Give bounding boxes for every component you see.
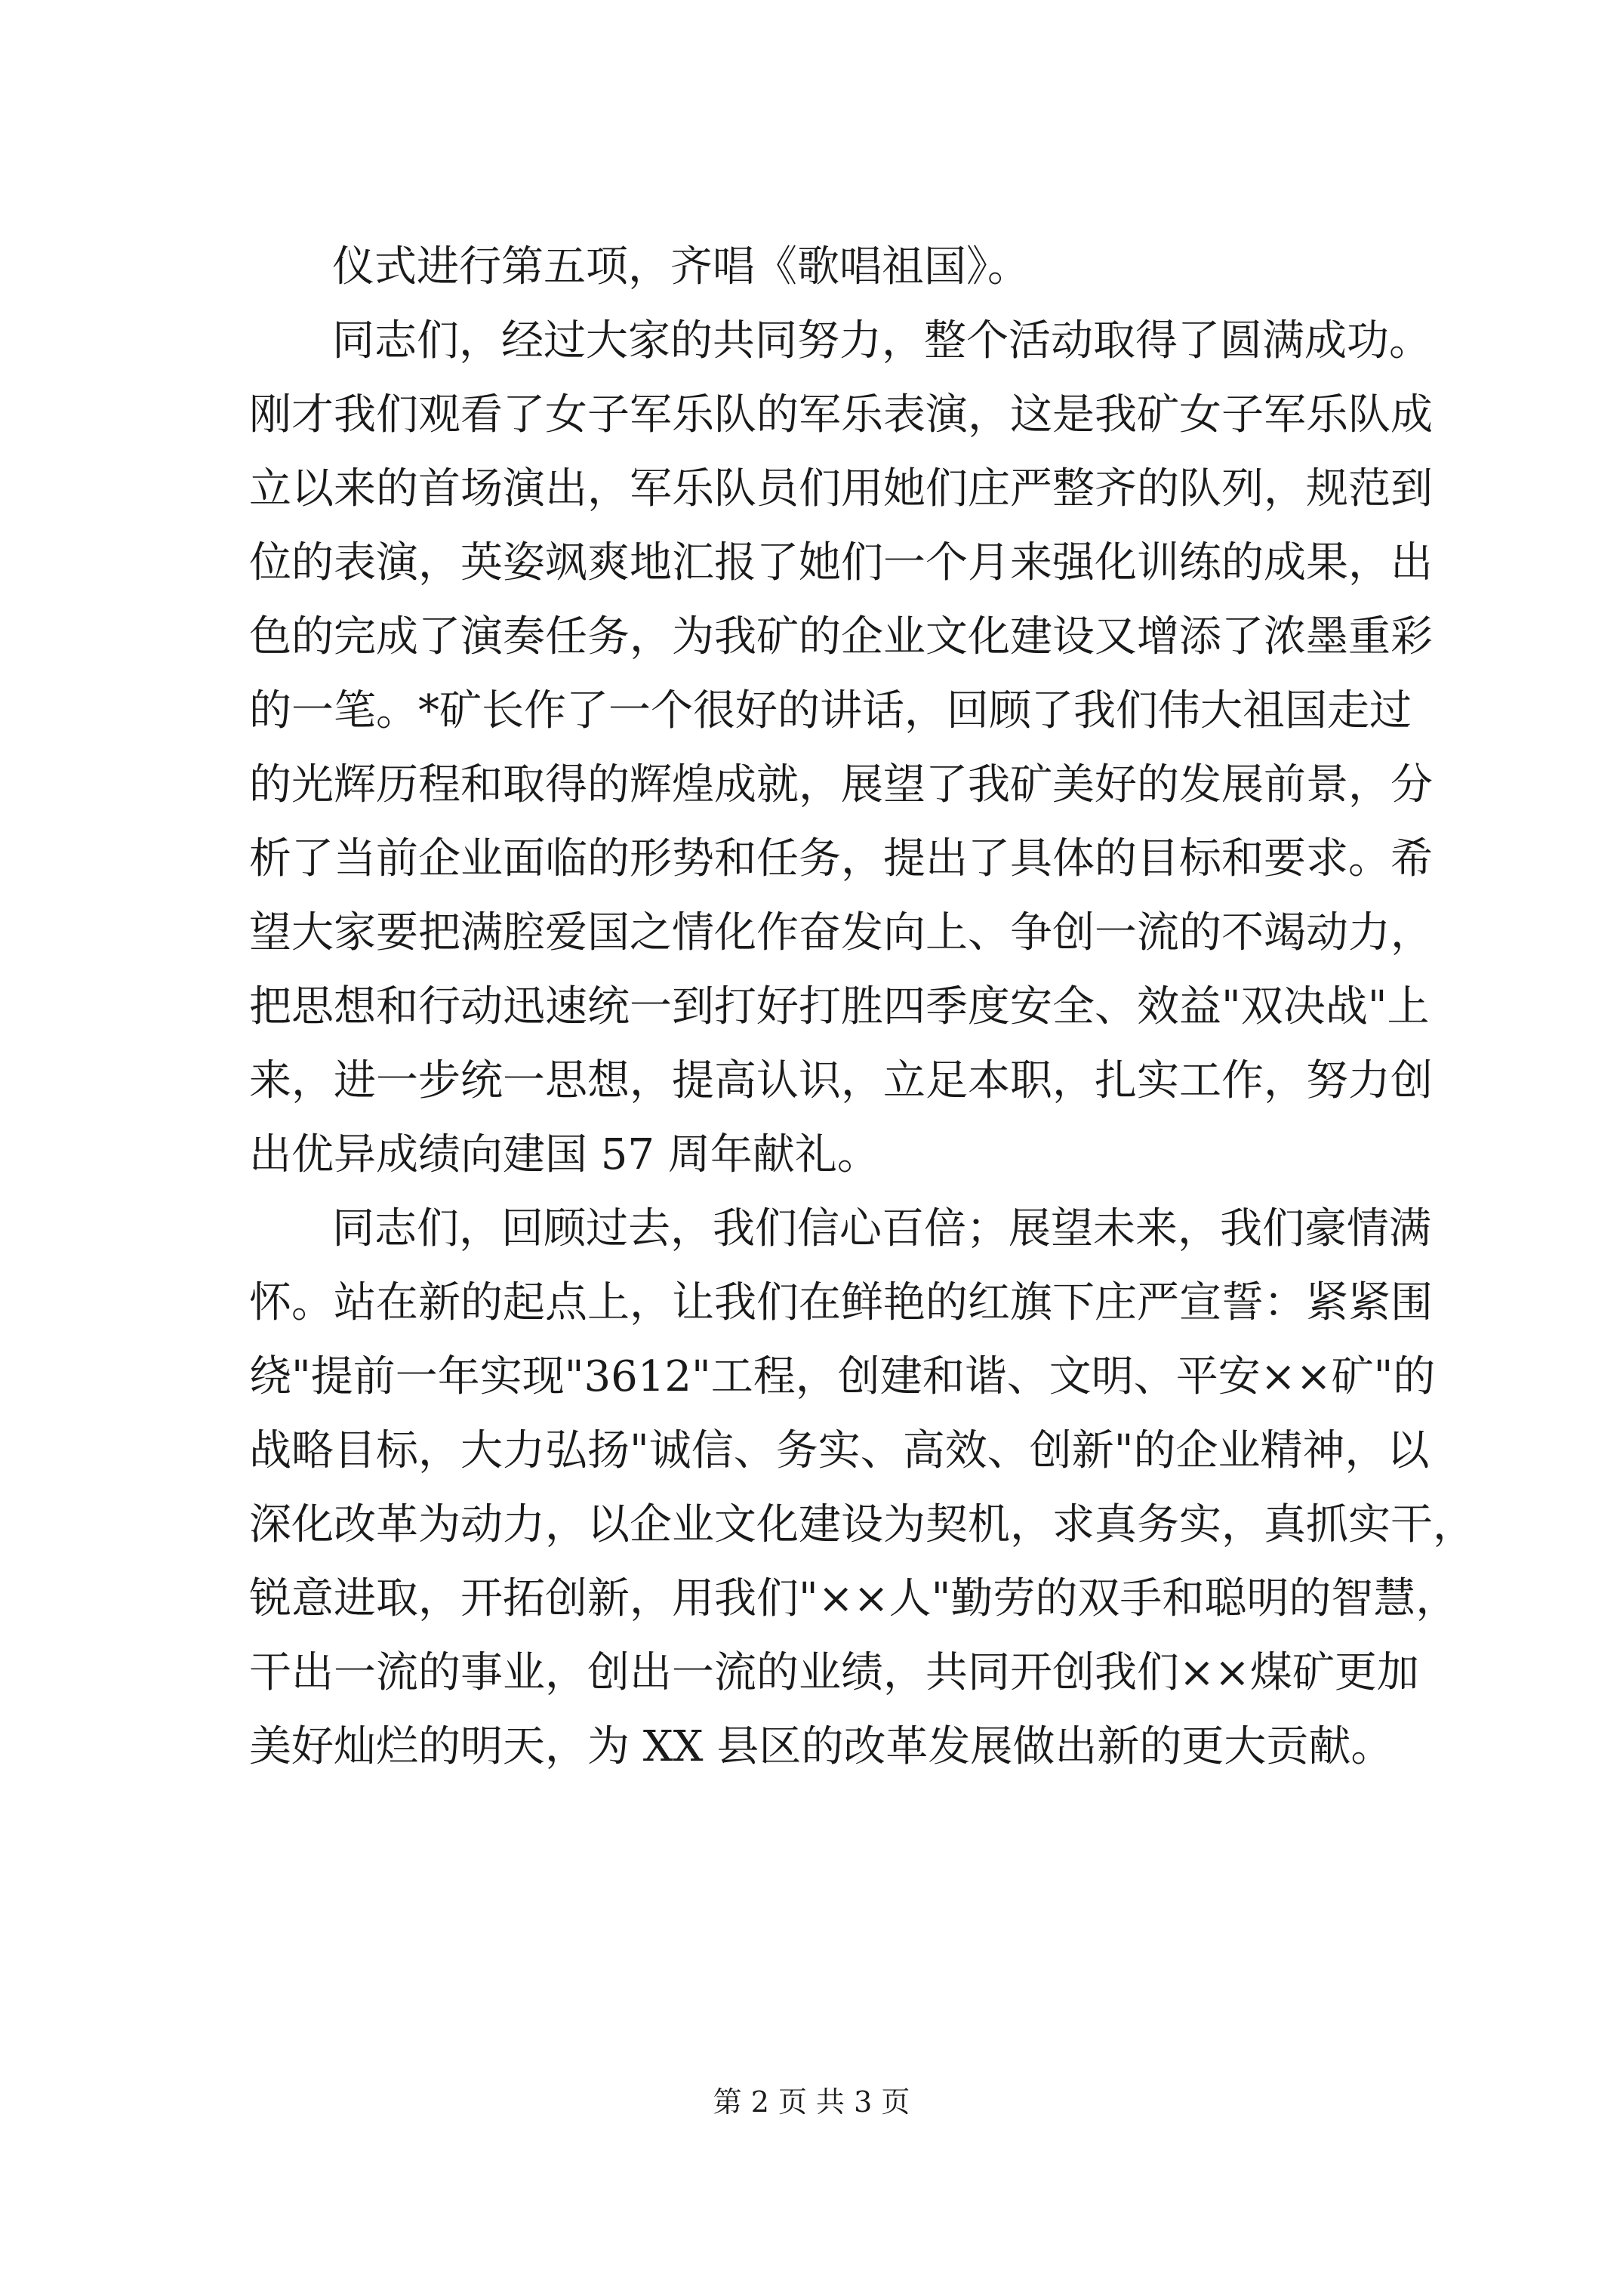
text-line: 深化改革为动力，以企业文化建设为契机，求真务实，真抓实干， <box>249 1500 1475 1549</box>
text-line: 把思想和行动迅速统一到打好打胜四季度安全、效益"双决战"上 <box>249 982 1430 1031</box>
text-line: 怀。站在新的起点上，让我们在鲜艳的红旗下庄严宣誓：紧紧围 <box>249 1278 1433 1327</box>
text-line: 同志们，回顾过去，我们信心百倍；展望未来，我们豪情满 <box>332 1204 1431 1253</box>
text-line: 析了当前企业面临的形势和任务，提出了具体的目标和要求。希 <box>249 834 1433 883</box>
paragraph-1 <box>249 230 1381 304</box>
document-body <box>249 230 1475 1784</box>
text-line: 立以来的首场演出，军乐队员们用她们庄严整齐的队列，规范到 <box>249 464 1433 513</box>
text-line: 色的完成了演奏任务，为我矿的企业文化建设又增添了浓墨重彩 <box>249 612 1433 661</box>
text-line: 同志们，经过大家的共同努力，整个活动取得了圆满成功。 <box>332 316 1431 365</box>
page-number-footer: 第 2 页 共 3 页 <box>713 2085 910 2119</box>
text-line: 仪式进行第五项，齐唱《歌唱祖国》。 <box>332 242 1030 291</box>
text-line: 的光辉历程和取得的辉煌成就，展望了我矿美好的发展前景，分 <box>249 760 1433 809</box>
paragraph-2 <box>249 304 1433 1192</box>
text-line: 锐意进取，开拓创新，用我们"××人"勤劳的双手和聪明的智慧， <box>249 1574 1458 1623</box>
text-line: 战略目标，大力弘扬"诚信、务实、高效、创新"的企业精神，以 <box>249 1426 1430 1475</box>
paragraph-3 <box>249 1192 1475 1784</box>
text-line: 出优异成绩向建国 57 周年献礼。 <box>249 1130 879 1179</box>
text-line: 干出一流的事业，创出一流的业绩，共同开创我们××煤矿更加 <box>249 1648 1419 1697</box>
text-line: 刚才我们观看了女子军乐队的军乐表演，这是我矿女子军乐队成 <box>249 390 1433 439</box>
text-line: 来，进一步统一思想，提高认识，立足本职，扎实工作，努力创 <box>249 1056 1433 1105</box>
text-line: 望大家要把满腔爱国之情化作奋发向上、争创一流的不竭动力， <box>249 908 1433 957</box>
text-line: 绕"提前一年实现"3612"工程，创建和谐、文明、平安××矿"的 <box>249 1352 1436 1401</box>
text-line: 美好灿烂的明天，为 XX 县区的改革发展做出新的更大贡献。 <box>249 1722 1394 1771</box>
text-line: 位的表演，英姿飒爽地汇报了她们一个月来强化训练的成果，出 <box>249 538 1433 587</box>
text-line: 的一笔。*矿长作了一个很好的讲话，回顾了我们伟大祖国走过 <box>249 686 1412 735</box>
